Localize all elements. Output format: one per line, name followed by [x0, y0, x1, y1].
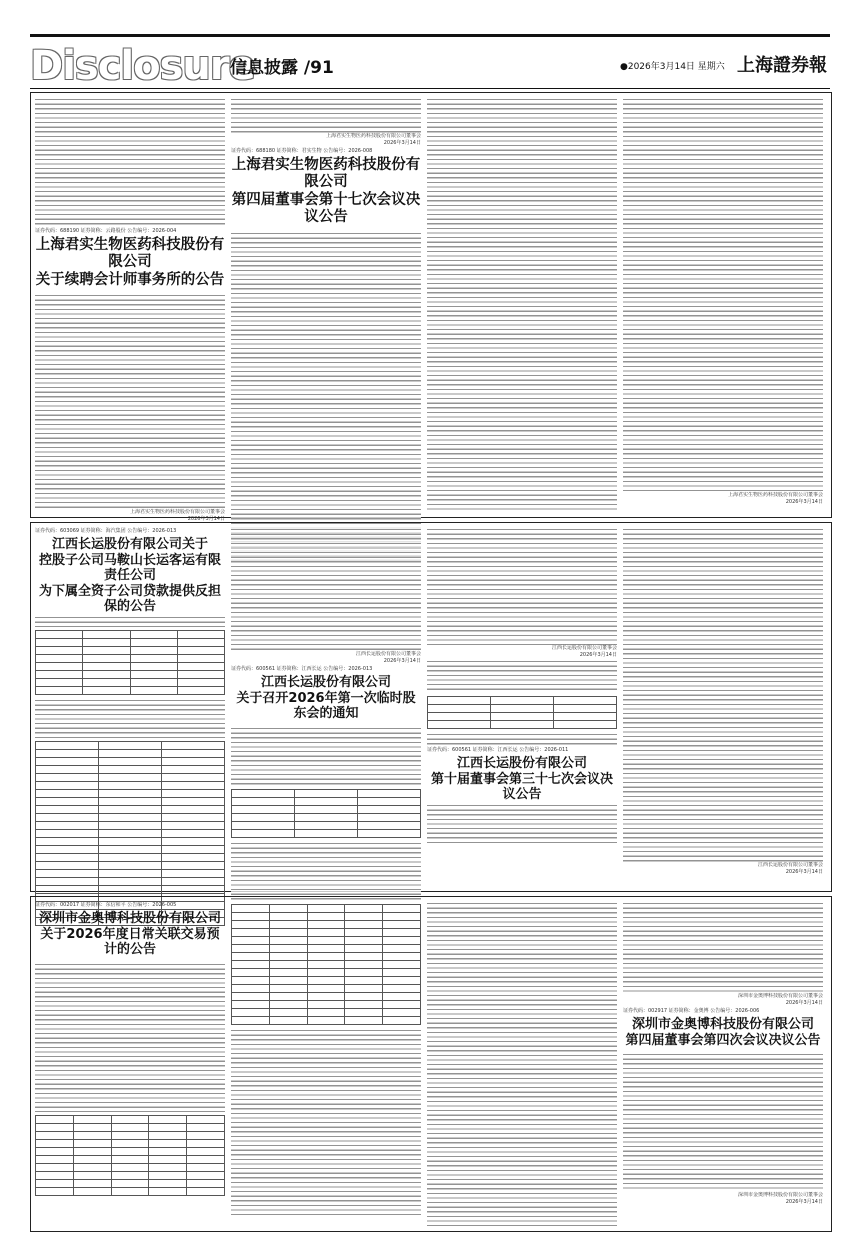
bottom-notice-block: [30, 896, 832, 1232]
notice-signature: 上海君实生物医药科技股份有限公司董事会 2026年3月14日: [325, 133, 421, 146]
data-table: [427, 696, 617, 729]
data-table: [231, 904, 421, 1025]
column: [427, 97, 617, 511]
masthead-rule: [30, 88, 830, 89]
notice-title: 上海君实生物医药科技股份有限公司 第四届董事会第十七次会议决议公告: [231, 157, 421, 226]
data-table: [231, 789, 421, 838]
section-title: 信息披露 /91: [230, 58, 334, 78]
notice-title: 江西长运股份有限公司关于 控股子公司马鞍山长运客运有限责任公司 为下属全资子公司贷款提供反担保的公告: [38, 537, 221, 615]
notice-title: 江西长运股份有限公司 第十届董事会第三十七次会议决议公告: [430, 756, 613, 803]
body-text: [35, 615, 225, 627]
column: [35, 97, 225, 523]
body-text: [35, 97, 225, 227]
body-text: [623, 901, 823, 993]
notice-header: 证券代码：600561 证券简称：江西长运 公告编号：2026-011: [427, 747, 569, 753]
body-text: [231, 527, 421, 651]
notice-signature: 深圳市金奥博科技股份有限公司董事会 2026年3月14日: [737, 993, 823, 1006]
column: [35, 527, 225, 887]
body-text: [35, 962, 225, 1112]
body-text: [427, 97, 617, 511]
column: [427, 901, 617, 1227]
body-text: [427, 527, 617, 645]
notice-signature: 上海君实生物医药科技股份有限公司董事会 2026年3月14日: [129, 509, 225, 523]
body-text: [231, 726, 421, 786]
notice-title: 江西长运股份有限公司 关于召开2026年第一次临时股东会的通知: [236, 675, 416, 722]
body-text: [231, 231, 421, 561]
body-text: [427, 659, 617, 693]
body-text: [623, 527, 823, 862]
column: [231, 527, 421, 887]
column: [623, 97, 823, 511]
body-text: [623, 97, 823, 492]
notice-header: 证券代码：002017 证券简称：东信和平 公告编号：2026-005: [35, 902, 177, 908]
body-text: [35, 293, 225, 509]
notice-header: 证券代码：603069 证券简称：海汽集团 公告编号：2026-013: [35, 528, 177, 534]
notice-header: 证券代码：688180 证券简称：君实生物 公告编号：2026-008: [231, 148, 373, 154]
body-text: [231, 841, 421, 901]
notice-header: 证券代码：600561 证券简称：江西长运 公告编号：2026-013: [231, 666, 373, 672]
body-text: [231, 1028, 421, 1218]
column: [623, 901, 823, 1227]
notice-signature: 江西长运股份有限公司董事会 2026年3月14日: [551, 645, 617, 658]
notice-signature: 江西长运股份有限公司董事会 2026年3月14日: [757, 862, 823, 875]
top-notice-block: [30, 92, 832, 523]
body-text: [427, 901, 617, 1227]
column: [35, 901, 225, 1227]
notice-title: 上海君实生物医药科技股份有限公司 关于续聘会计师事务所的公告: [35, 237, 225, 288]
notice-title: 深圳市金奥博科技股份有限公司 第四届董事会第四次会议决议公告: [625, 1017, 821, 1048]
notice-signature: 深圳市金奥博科技股份有限公司董事会 2026年3月14日: [737, 1192, 823, 1206]
notice-title: 深圳市金奥博科技股份有限公司 关于2026年度日常关联交易预计的公告: [38, 911, 221, 958]
brand-logo: Disclosure: [30, 43, 255, 89]
masthead: [30, 34, 830, 89]
notice-signature: 上海君实生物医药科技股份有限公司董事会 2026年3月14日: [727, 492, 823, 505]
notice-header: 证券代码：688190 证券简称：云路股份 公告编号：2026-004: [35, 228, 177, 234]
body-text: [623, 1052, 823, 1192]
column: [231, 97, 421, 511]
notice-signature: 江西长运股份有限公司董事会 2026年3月14日: [355, 651, 421, 664]
middle-notice-block: [30, 522, 832, 892]
data-table: [35, 1115, 225, 1196]
issue-date: ●2026年3月14日 星期六: [620, 62, 725, 72]
body-text: [35, 698, 225, 738]
body-text: [427, 732, 617, 746]
notice-header: 证券代码：002917 证券简称：金奥博 公告编号：2026-006: [623, 1008, 760, 1014]
data-table: [35, 630, 225, 695]
column: [623, 527, 823, 887]
body-text: [427, 803, 617, 843]
column: [231, 901, 421, 1227]
newspaper-name: 上海證券報: [737, 55, 827, 76]
column: [427, 527, 617, 887]
body-text: [231, 97, 421, 133]
